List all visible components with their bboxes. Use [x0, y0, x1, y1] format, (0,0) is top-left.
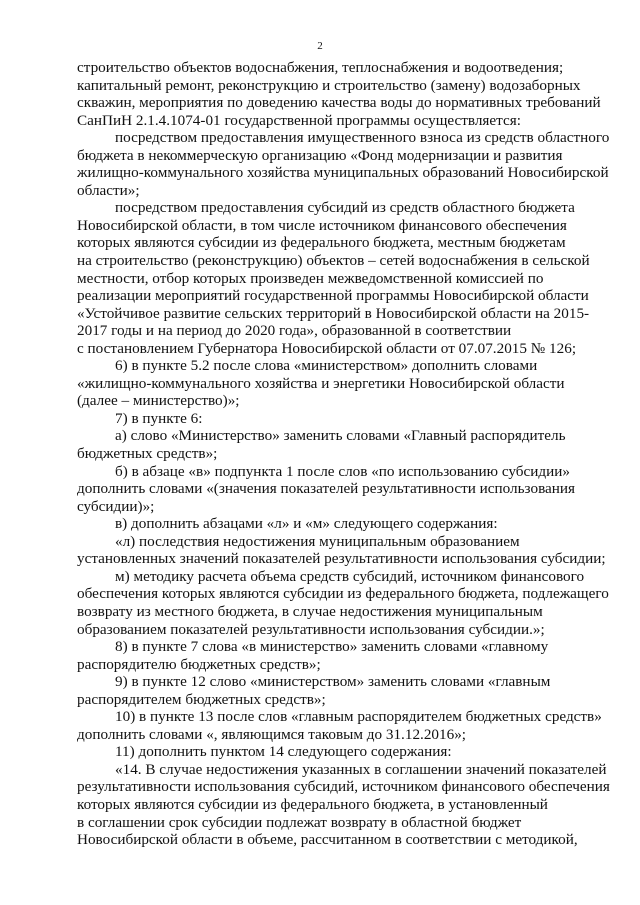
paragraph-item-7a: а) слово «Министерство» заменить словами «Главный распорядитель бюджетных средств»;	[77, 427, 566, 463]
paragraph-intro: строительство объектов водоснабжения, теплоснабжения и водоотведения; капитальный ремонт, реконструкцию и строительство (замену) водозаборных скважин, мероприятия по доведению качества воды до нормативных требований СанПиН 2.1.4.1074-01 государственной программы осуществляется:	[77, 59, 601, 129]
paragraph-subitem-m: м) методику расчета объема средств субсидий, источником финансового обеспечения которых являются субсидии из федерального бюджета, подлежащего возврату из местного бюджета, в случае недостижения муниципальным образованием показателей результативности использования субсидии.»;	[77, 567, 609, 638]
paragraph-item-7: 7) в пункте 6:	[115, 409, 203, 427]
paragraph-item-10: 10) в пункте 13 после слов «главным распорядителем бюджетных средств» дополнить словами «, являющимся таковым до 31.12.2016»;	[77, 708, 602, 743]
paragraph-subitem-l: «л) последствия недостижения муниципальным образованием установленных значений показателей результативности использования субсидии;	[77, 532, 606, 568]
paragraph-item-6: 6) в пункте 5.2 после слова «министерством» дополнить словами «жилищно-коммунального хозяйства и энергетики Новосибирской области (далее – министерство)»;	[77, 357, 565, 410]
paragraph-item-7b: б) в абзаце «в» подпункта 1 после слов «по использованию субсидии» дополнить словами «(значения показателей результативности использования субсидии)»;	[77, 462, 576, 515]
document-body	[77, 59, 612, 849]
page-number: 2	[317, 40, 323, 52]
paragraph-item-11: 11) дополнить пунктом 14 следующего содержания:	[115, 743, 452, 761]
paragraph-subsidies: посредством предоставления субсидий из средств областного бюджета Новосибирской области, в том числе источником финансового обеспечения которых являются субсидии из федерального бюджета, местным бюджетам на строительство (реконструкцию) объектов – сетей водоснабжения в сельской местности, отбор которых произведен межведомственной комиссией по реализации мероприятий государственной программы Новосибирской области «Устойчивое развитие сельских территорий в Новосибирской области на 2015- 2017 годы и на период до 2020 года», образованной в соответствии с постановлением Губернатора Новосибирской области от 07.07.2015 № 126;	[77, 199, 590, 357]
paragraph-item-8: 8) в пункте 7 слова «в министерство» заменить словами «главному распорядителю бюджетных средств»;	[77, 638, 549, 673]
paragraph-property-contribution: посредством предоставления имущественного взноса из средств областного бюджета в некоммерческую организацию «Фонд модернизации и развития жилищно-коммунального хозяйства муниципальных образований Новосибирской области»;	[77, 129, 610, 199]
paragraph-item-7v: в) дополнить абзацами «л» и «м» следующего содержания:	[115, 515, 498, 533]
paragraph-item-14: «14. В случае недостижения указанных в соглашении значений показателей результативности использования субсидий, источником финансового обеспечения которых являются субсидии из федерального бюджета, в установленный в соглашении срок субсидии подлежат возврату в областной бюджет Новосибирской области в объеме, рассчитанном в соответствии с методикой,	[77, 760, 610, 849]
paragraph-item-9: 9) в пункте 12 слово «министерством» заменить словами «главным распорядителем бюджетных средств»;	[77, 673, 551, 708]
